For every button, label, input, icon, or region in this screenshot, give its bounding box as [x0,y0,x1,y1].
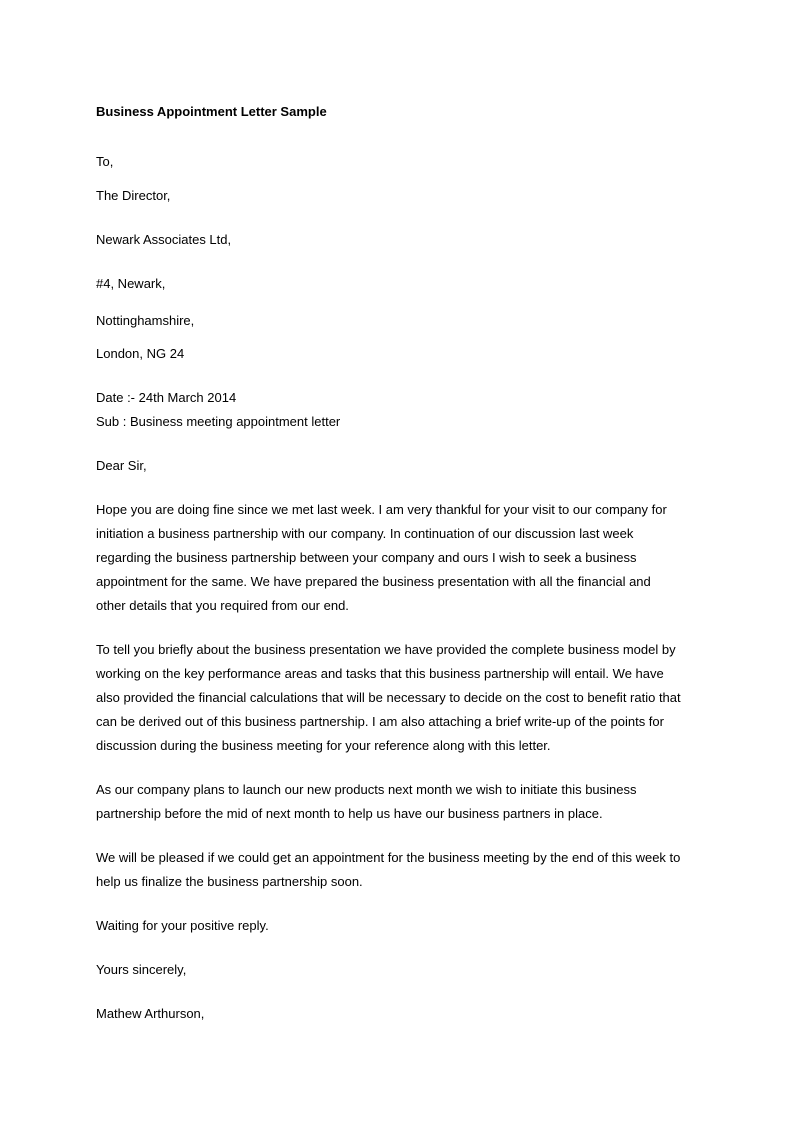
paragraph-line: can be derived out of this business partnership. I am also attaching a brief write-up of the points for [96,714,664,729]
body-paragraph-4 [96,846,696,894]
paragraph-line: discussion during the business meeting for your reference along with this letter. [96,738,551,753]
body-paragraph-3 [96,778,696,826]
paragraph-line: help us finalize the business partnership soon. [96,874,363,889]
letter-date: Date :- 24th March 2014 [96,390,237,405]
letter-subject: Sub : Business meeting appointment letter [96,414,341,429]
paragraph-line: Hope you are doing fine since we met last week. I am very thankful for your visit to our company for [96,502,667,517]
address-city: London, NG 24 [96,346,185,361]
signature: Mathew Arthurson, [96,1006,205,1021]
paragraph-line: working on the key performance areas and tasks that this business partnership will entail. We have [96,666,664,681]
salutation: Dear Sir, [96,458,147,473]
paragraph-line: We will be pleased if we could get an appointment for the business meeting by the end of this week to [96,850,681,865]
body-paragraph-1 [96,498,696,618]
address-recipient: The Director, [96,188,171,203]
address-county: Nottinghamshire, [96,313,195,328]
address-company: Newark Associates Ltd, [96,232,232,247]
paragraph-line: also provided the financial calculations that will be necessary to decide on the cost to benefit ratio that [96,690,681,705]
paragraph-line: appointment for the same. We have prepared the business presentation with all the financial and [96,574,651,589]
paragraph-line: As our company plans to launch our new products next month we wish to initiate this business [96,782,637,797]
paragraph-line: partnership before the mid of next month to help us have our business partners in place. [96,806,603,821]
address-to: To, [96,154,114,169]
sign-off: Yours sincerely, [96,962,187,977]
address-street: #4, Newark, [96,276,166,291]
paragraph-line: initiation a business partnership with our company. In continuation of our discussion last week [96,526,634,541]
page-title: Business Appointment Letter Sample [96,104,327,119]
closing-note: Waiting for your positive reply. [96,918,269,933]
body-paragraph-2 [96,638,696,758]
paragraph-line: other details that you required from our end. [96,598,349,613]
paragraph-line: To tell you briefly about the business presentation we have provided the complete business model by [96,642,676,657]
paragraph-line: regarding the business partnership between your company and ours I wish to seek a business [96,550,637,565]
